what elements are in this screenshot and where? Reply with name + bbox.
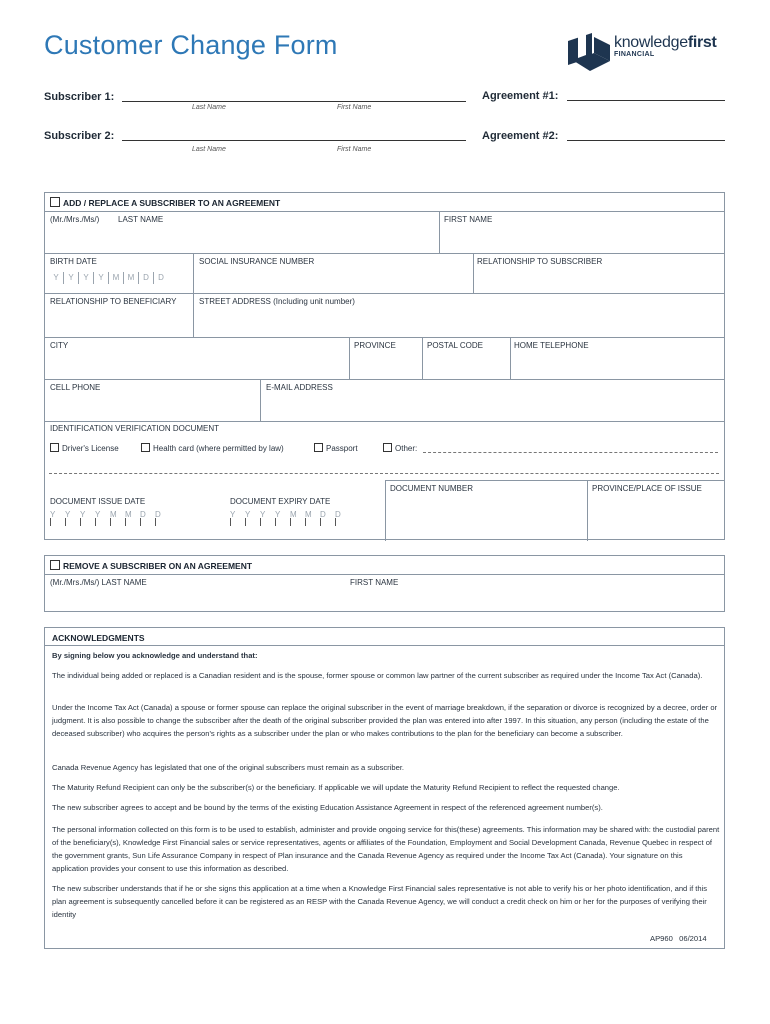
sin-label: SOCIAL INSURANCE NUMBER (199, 257, 315, 266)
home-telephone-label: HOME TELEPHONE (514, 341, 589, 350)
health-card-text: Health card (where permitted by law) (153, 444, 284, 453)
birth-date-y1: Y (53, 273, 59, 282)
last-name-label: LAST NAME (118, 215, 164, 224)
relationship-subscriber-label: RELATIONSHIP TO SUBSCRIBER (477, 257, 603, 266)
issue-date-d1: D (140, 510, 155, 519)
first-name-label: FIRST NAME (444, 215, 493, 224)
passport-text: Passport (326, 444, 358, 453)
email-label: E-MAIL ADDRESS (266, 383, 333, 392)
ack-paragraph-1: The individual being added or replaced is a Canadian resident and is the spouse, former spouse or common law partner of the current subscriber as required under the Income Tax Act (Canada). (52, 671, 703, 680)
expiry-date-y2: Y (245, 510, 260, 519)
form-code: AP960 06/2014 (650, 934, 707, 943)
ack-paragraph-5: The new subscriber agrees to accept and be bound by the terms of the existing Education Assistance Agreement in respect of the referenced agreement number(s). (52, 803, 603, 812)
expiry-date-y1: Y (230, 510, 245, 519)
remove-last-name-label: (Mr./Mrs./Ms/) LAST NAME (50, 578, 147, 587)
ack-paragraph-4: The Maturity Refund Recipient can only be the subscriber(s) or the beneficiary. If applicable we will update the Maturity Refund Recipient to reflect the requested change. (52, 783, 620, 792)
expiry-date-m2: M (305, 510, 320, 519)
last-name-hint-2: Last Name (192, 146, 226, 153)
province-label: PROVINCE (354, 341, 396, 350)
birth-date-m2: M (123, 272, 138, 284)
agreement2-field[interactable] (567, 140, 725, 141)
add-replace-title-text: ADD / REPLACE A SUBSCRIBER TO AN AGREEMENT (63, 198, 281, 208)
add-replace-title (50, 197, 280, 208)
drivers-license-option[interactable] (50, 443, 119, 453)
issue-date-m2: M (125, 510, 140, 519)
birth-date-d2: D (153, 272, 168, 284)
agreement1-field[interactable] (567, 100, 725, 101)
relationship-beneficiary-label: RELATIONSHIP TO BENEFICIARY (50, 297, 177, 306)
ack-paragraph-2: Under the Income Tax Act (Canada) a spouse or former spouse can replace the original subscriber in the event of marriage breakdown, if the separation or divorce is recognized by a decree, order or judgment. It is also possible to change the subscriber after the death of the original subscriber provided the plan was entered into after 1997. In this situation, any person (including the estate of the deceased subscriber) who acquires the person's rights as a subscriber under the plan or who makes contributions to the plan for the beneficiary can become a subscriber. (52, 703, 718, 738)
acknowledgments-title: ACKNOWLEDGMENTS (52, 633, 145, 643)
logo-wordmark (614, 34, 717, 52)
issue-date-y3: Y (80, 510, 95, 519)
birth-date-y2: Y (63, 272, 78, 284)
last-name-hint-1: Last Name (192, 104, 226, 111)
issue-date-m1: M (110, 510, 125, 519)
ack-paragraph-6: The personal information collected on this form is to be used to establish, administer and provide ongoing service for this(these) agreements. This information may be shared with: the custodial parent of the beneficiary(s), Knowledge First Financial sales or service representatives, agents or affiliates of the Foundation, Employment and Social Development Canada, Revenue Quebec in respect of the government grants, Sun Life Assurance Company in respect of Plan insurance and the Canada Revenue Agency as required under the Income Tax Act (Canada). Your signature on this application provides your consent to use this information as described. (52, 825, 720, 873)
issue-date-y4: Y (95, 510, 110, 519)
document-number-label: DOCUMENT NUMBER (390, 484, 473, 493)
birth-date-boxes[interactable] (49, 272, 168, 284)
salutation-label: (Mr./Mrs./Ms/) (50, 215, 100, 224)
add-replace-section (44, 192, 725, 540)
street-address-label: STREET ADDRESS (Including unit number) (199, 297, 355, 306)
remove-checkbox[interactable] (50, 560, 60, 570)
issue-date-y1: Y (50, 510, 65, 519)
birth-date-y3: Y (78, 272, 93, 284)
knowledge-first-logo-icon (566, 31, 614, 75)
remove-title (50, 560, 252, 571)
expiry-date-d2: D (335, 510, 350, 519)
other-option[interactable] (383, 443, 417, 453)
subscriber1-field[interactable] (122, 101, 466, 102)
expiry-date-y4: Y (275, 510, 290, 519)
subscriber2-label: Subscriber 2: (44, 130, 115, 142)
form-title: Customer Change Form (44, 30, 338, 60)
expiry-date-d1: D (320, 510, 335, 519)
health-card-option[interactable] (141, 443, 284, 453)
issue-date-d2: D (155, 510, 170, 519)
agreement1-label: Agreement #1: (482, 90, 559, 102)
subscriber1-label: Subscriber 1: (44, 91, 115, 103)
logo-subtitle: FINANCIAL (614, 51, 655, 58)
remove-title-text: REMOVE A SUBSCRIBER ON AN AGREEMENT (63, 561, 253, 571)
drivers-license-checkbox[interactable] (50, 443, 59, 452)
issue-date-ticks[interactable] (50, 510, 170, 519)
birth-date-label: BIRTH DATE (50, 257, 97, 266)
expiry-date-ticks[interactable] (230, 510, 350, 519)
issue-date-y2: Y (65, 510, 80, 519)
id-document-label: IDENTIFICATION VERIFICATION DOCUMENT (50, 424, 220, 433)
health-card-checkbox[interactable] (141, 443, 150, 452)
ack-paragraph-7: The new subscriber understands that if he or she signs this application at a time when a Knowledge First Financial sales representative is not able to verify his or her photo identification, and if this plan agreement is subsequently cancelled before it can be registered as an RESP with the Canada Revenue Agency, we will conduct a credit check on him or her for the purposes of verifying their identity (52, 884, 708, 919)
logo-wordmark-light: knowledge (614, 34, 688, 51)
province-issue-label: PROVINCE/PLACE OF ISSUE (592, 484, 702, 493)
postal-code-label: POSTAL CODE (427, 341, 484, 350)
passport-checkbox[interactable] (314, 443, 323, 452)
drivers-license-text: Driver's License (62, 444, 119, 453)
expiry-date-y3: Y (260, 510, 275, 519)
city-label: CITY (50, 341, 69, 350)
first-name-hint-2: First Name (337, 146, 372, 153)
add-replace-checkbox[interactable] (50, 197, 60, 207)
birth-date-m1: M (108, 272, 123, 284)
document-expiry-date-label: DOCUMENT EXPIRY DATE (230, 497, 331, 506)
subscriber2-field[interactable] (122, 140, 466, 141)
other-field-continued[interactable] (49, 473, 719, 474)
other-field[interactable] (423, 452, 718, 453)
cell-phone-label: CELL PHONE (50, 383, 101, 392)
ack-paragraph-3: Canada Revenue Agency has legislated that one of the original subscribers must remain as a subscriber. (52, 763, 405, 772)
logo-wordmark-bold: first (687, 34, 717, 51)
birth-date-d1: D (138, 272, 153, 284)
ack-intro: By signing below you acknowledge and understand that: (52, 651, 258, 660)
remove-section (44, 555, 725, 612)
expiry-date-m1: M (290, 510, 305, 519)
remove-first-name-label: FIRST NAME (350, 578, 399, 587)
birth-date-y4: Y (93, 272, 108, 284)
other-text: Other: (395, 444, 418, 453)
agreement2-label: Agreement #2: (482, 130, 559, 142)
document-issue-date-label: DOCUMENT ISSUE DATE (50, 497, 146, 506)
passport-option[interactable] (314, 443, 358, 453)
first-name-hint-1: First Name (337, 104, 372, 111)
other-checkbox[interactable] (383, 443, 392, 452)
